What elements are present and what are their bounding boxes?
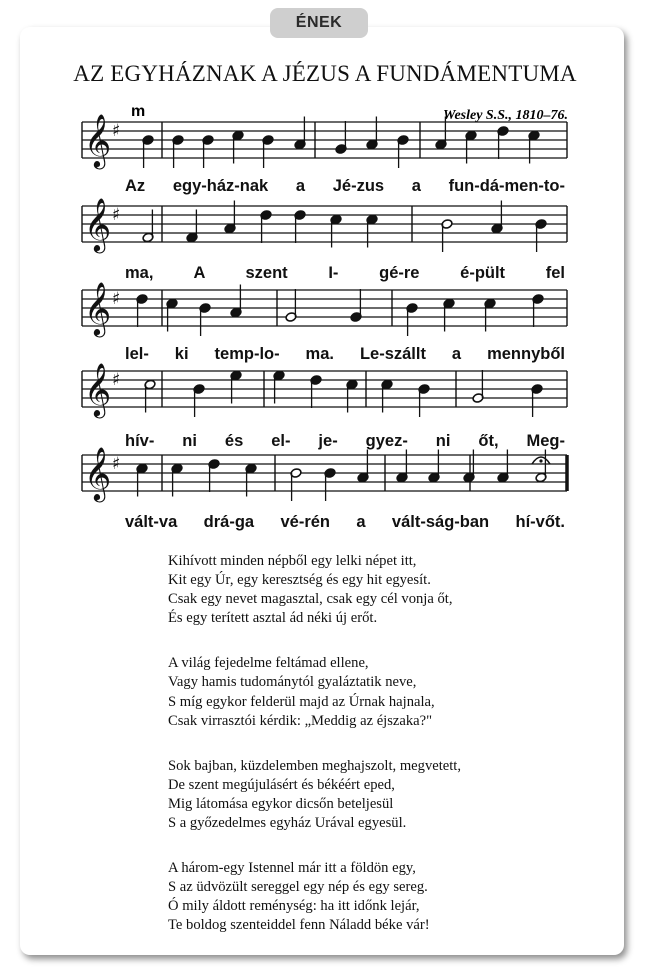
verse-line: Mig látomása egykor dicsőn beteljesül xyxy=(168,795,394,812)
verse-line: Ó mily áldott reménység: ha itt időnk lejár, xyxy=(168,898,420,915)
lyric-line-1: Az egy-ház-nak a Jé-zus a fun-dá-men-to- xyxy=(125,177,565,195)
verse-line: Vagy hamis tudománytól gyaláztatik neve, xyxy=(168,674,417,691)
sharp-icon: ♯ xyxy=(112,454,121,474)
fermata-dot xyxy=(539,459,542,462)
verses-block xyxy=(168,552,461,962)
lyric-line-2: ma, A szent I- gé-re é-pült fel xyxy=(125,264,565,282)
verse-line: Kit egy Úr, egy keresztség és egy hit egyesít. xyxy=(168,572,431,589)
verse-line: De szent megújulásért és békéért eped, xyxy=(168,776,395,793)
verse-line: Csak egy nevet magasztal, csak egy cél vonja őt, xyxy=(168,591,453,608)
sharp-icon: ♯ xyxy=(112,370,121,390)
stanza xyxy=(168,757,461,833)
stanza xyxy=(168,552,461,628)
verse-line: Kihívott minden népből egy lelki népet itt, xyxy=(168,553,417,569)
sharp-icon: ♯ xyxy=(112,205,121,225)
treble-clef-icon: 𝄞 xyxy=(84,362,112,416)
sharp-icon: ♯ xyxy=(112,121,121,141)
lyric-line-3: lel- ki temp-lo- ma. Le-szállt a mennyből xyxy=(125,345,565,363)
section-tab: ÉNEK xyxy=(270,8,368,38)
lyric-line-5: vált-va drá-ga vé-rén a vált-ság-ban hí-vőt. xyxy=(125,513,565,531)
lyric-line-4: hív- ni és el- je- gyez- ni őt, Meg- xyxy=(125,432,565,450)
treble-clef-icon: 𝄞 xyxy=(84,197,112,251)
verse-line: A világ fejedelme feltámad ellene, xyxy=(168,655,369,672)
meter-mark: m xyxy=(131,103,146,120)
treble-clef-icon: 𝄞 xyxy=(84,446,112,500)
verse-line: Sok bajban, küzdelemben meghajszolt, megvetett, xyxy=(168,757,462,774)
song-title: AZ EGYHÁZNAK A JÉZUS A FUNDÁMENTUMA xyxy=(73,61,577,86)
verse-line: S a győzedelmes egyház Urával egyesül. xyxy=(168,815,407,832)
composer-credit: Wesley S.S., 1810–76. xyxy=(443,108,568,123)
treble-clef-icon: 𝄞 xyxy=(84,281,112,335)
sharp-icon: ♯ xyxy=(112,289,121,309)
stanza xyxy=(168,859,461,935)
verse-line: Csak virrasztói kérdik: „Meddig az éjszaka?" xyxy=(168,712,433,729)
stanza xyxy=(168,654,461,730)
verse-line: S míg egykor felderül majd az Úrnak hajnala, xyxy=(168,693,435,710)
verse-line: A három-egy Istennel már itt a földön egy, xyxy=(168,860,416,877)
verse-line: Te boldog szenteiddel fenn Náladd béke vár! xyxy=(168,917,430,934)
verse-line: S az üdvözült sereggel egy nép és egy sereg. xyxy=(168,879,428,896)
treble-clef-icon: 𝄞 xyxy=(84,113,112,167)
verse-line: És egy terített asztal ád néki új erőt. xyxy=(168,610,378,627)
